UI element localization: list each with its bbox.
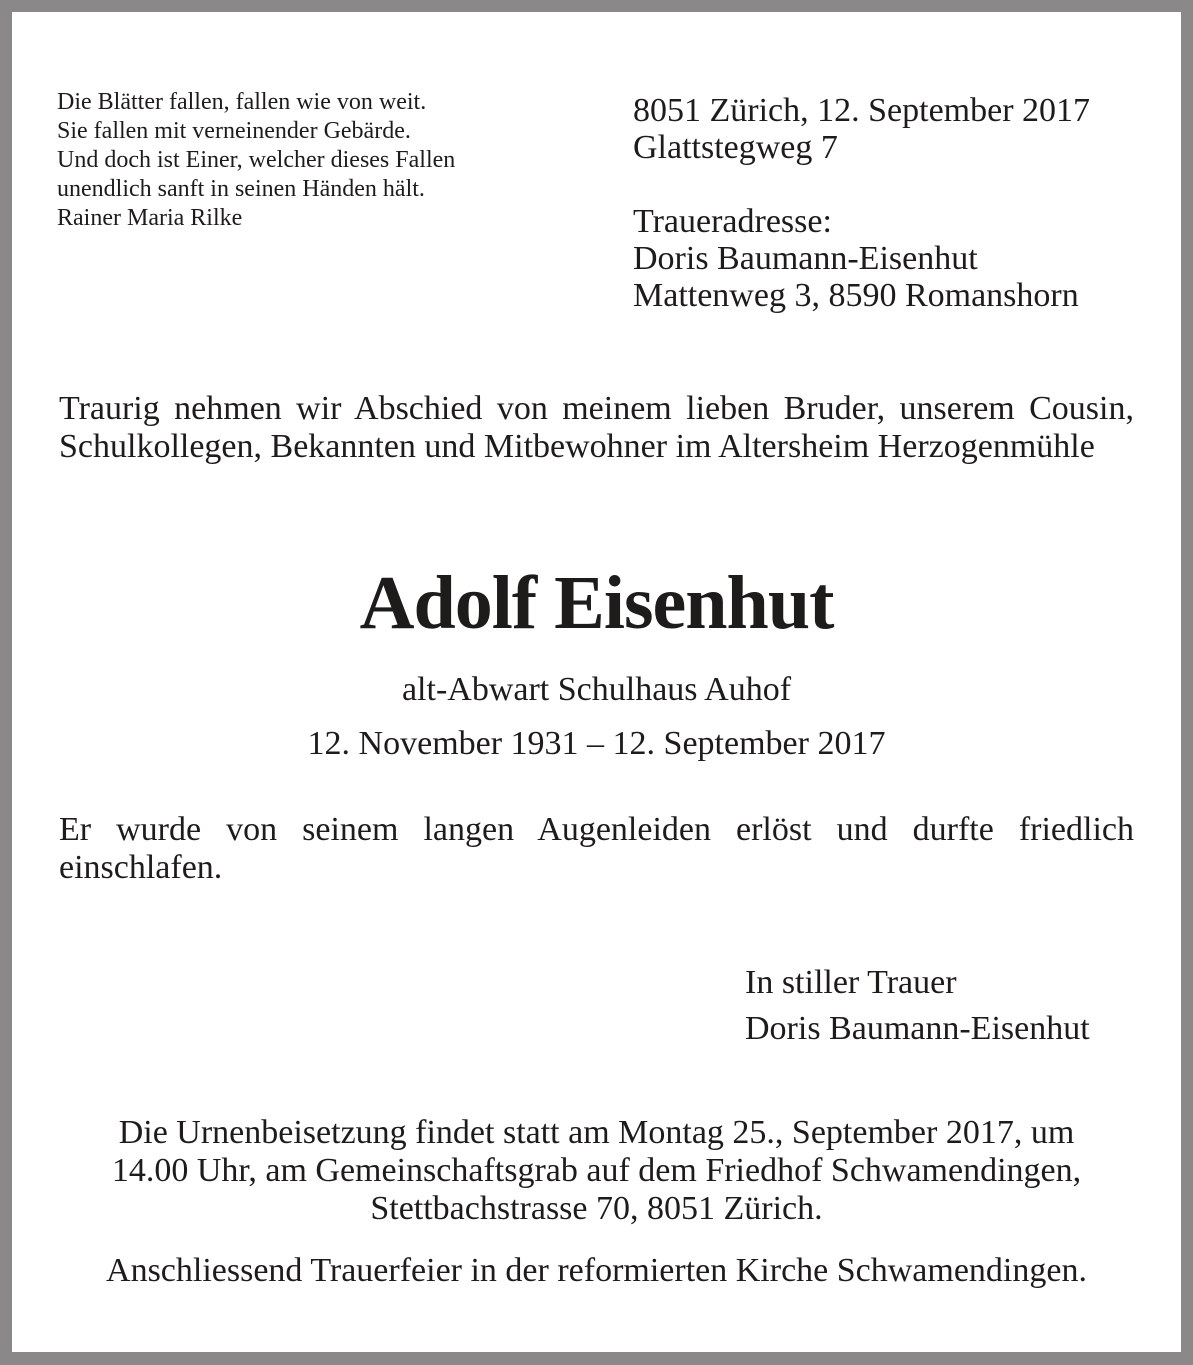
deceased-role: alt-Abwart Schulhaus Auhof [401, 671, 792, 708]
poem-line: Und doch ist Einer, welcher dieses Fallen [57, 147, 456, 173]
place-date: 8051 Zürich, 12. September 2017 [633, 92, 1091, 129]
urn-line: Die Urnenbeisetzung findet statt am Montag 25., September 2017, um [118, 1114, 1075, 1151]
deceased-dates: 12. November 1931 – 12. September 2017 [307, 725, 886, 762]
signature-name: Doris Baumann-Eisenhut [745, 1010, 1090, 1047]
urn-line: Stettbachstrasse 70, 8051 Zürich. [370, 1190, 823, 1227]
poem-line: Die Blätter fallen, fallen wie von weit. [57, 89, 427, 115]
passing-paragraph: Er wurde von seinem langen Augenleiden erlöst und durfte friedlich einschlafen. [59, 811, 1134, 886]
deceased-name: Adolf Eisenhut [359, 561, 834, 645]
poem-author: Rainer Maria Rilke [57, 205, 243, 231]
poem-line: unendlich sanft in seinen Händen hält. [57, 176, 425, 202]
mourning-address-label: Traueradresse: [633, 203, 832, 240]
address-block [633, 92, 1090, 314]
signature [745, 960, 1090, 1052]
intro-paragraph: Traurig nehmen wir Abschied von meinem lieben Bruder, unserem Cousin, Schulkollegen, Bekannten und Mitbewohner im Altersheim Herzogenmühle [59, 390, 1134, 465]
urn-line: 14.00 Uhr, am Gemeinschaftsgrab auf dem Friedhof Schwamendingen, [111, 1152, 1082, 1189]
ceremony-info [52, 1114, 1141, 1290]
service-line: Anschliessend Trauerfeier in der reformierten Kirche Schwamendingen. [106, 1252, 1087, 1289]
mourning-name: Doris Baumann-Eisenhut [633, 240, 978, 277]
poem-line: Sie fallen mit verneinender Gebärde. [57, 118, 411, 144]
signature-line: In stiller Trauer [745, 964, 957, 1001]
poem-quote [57, 88, 455, 233]
obituary-page [12, 12, 1181, 1352]
street: Glattstegweg 7 [633, 129, 838, 166]
mourning-street: Mattenweg 3, 8590 Romanshorn [633, 277, 1079, 314]
